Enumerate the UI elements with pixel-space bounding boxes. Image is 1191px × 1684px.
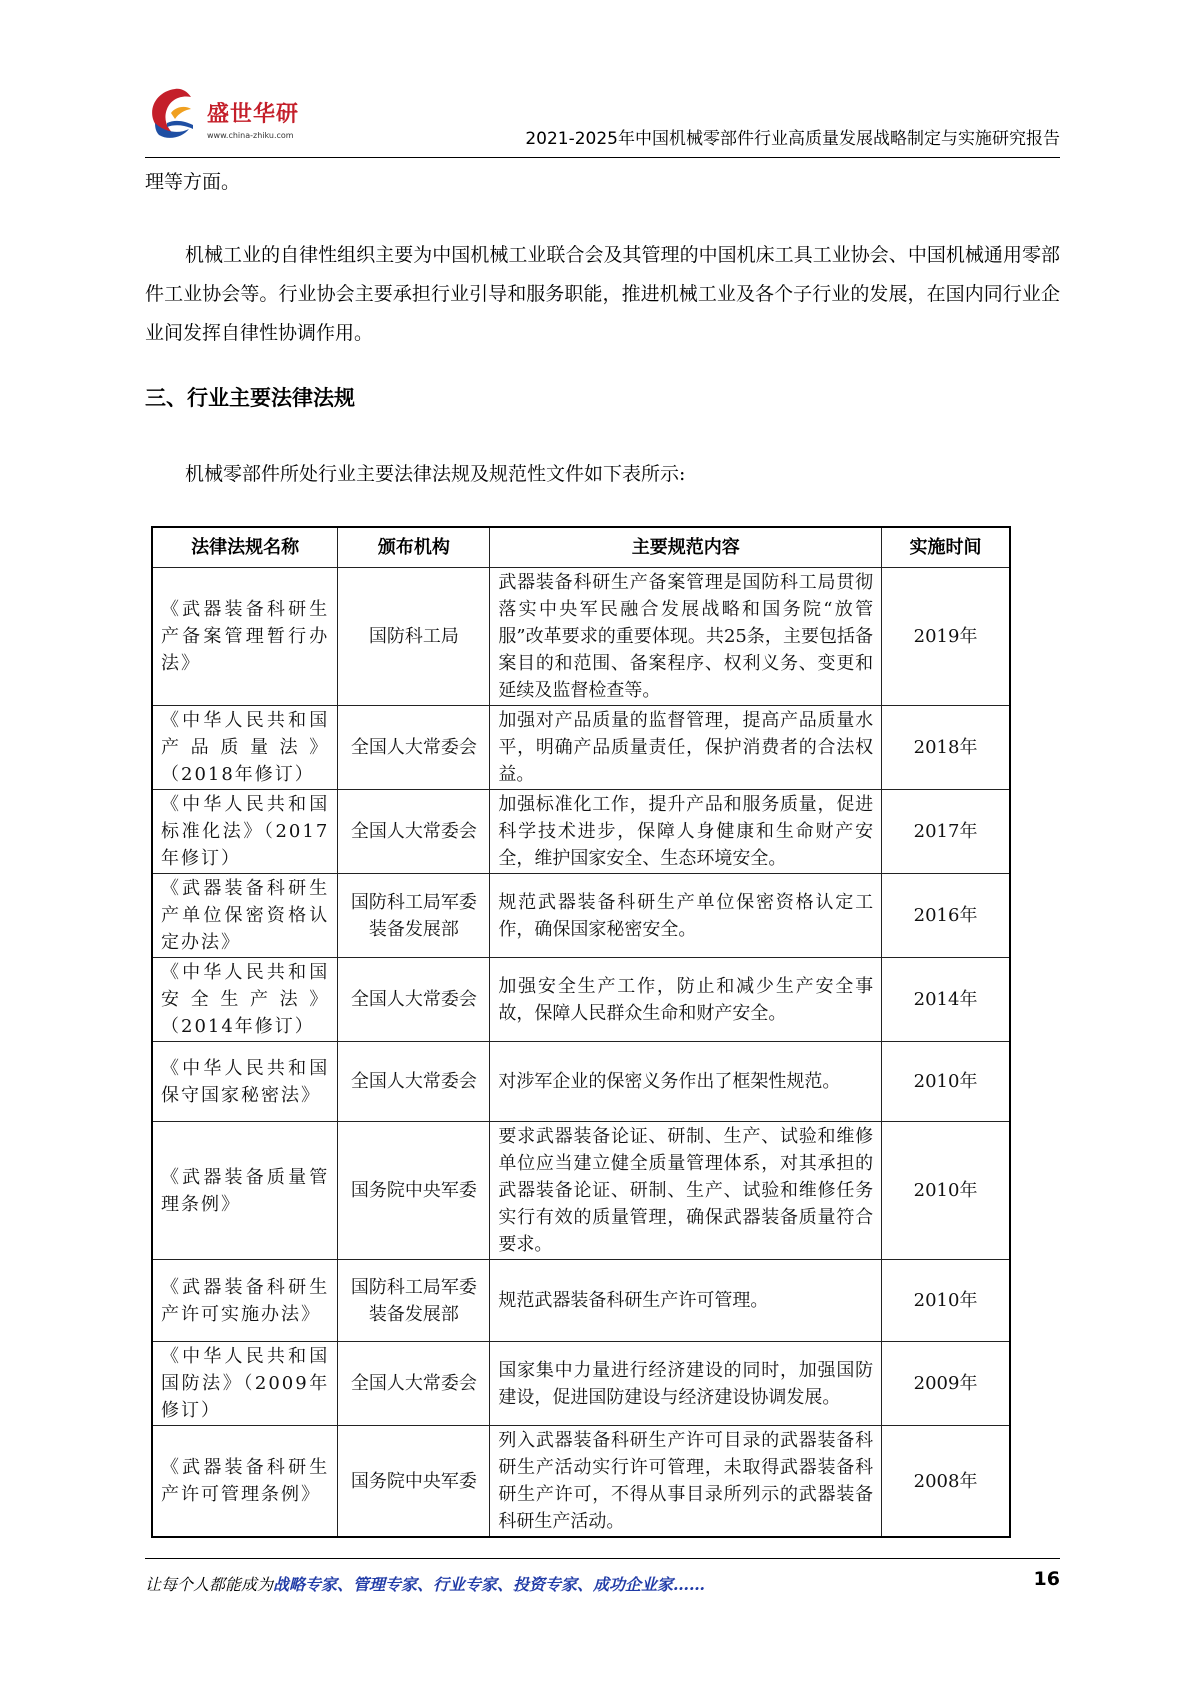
table-row [152,706,1010,790]
table-row [152,874,1010,958]
logo-url: www.china-zhiku.com [207,131,294,140]
law-name: 《中华人民共和国安全生产法》（2014年修订） [152,958,338,1042]
law-name: 《中华人民共和国国防法》（2009年修订） [152,1342,338,1426]
page-header [145,80,1060,160]
company-logo [145,83,315,153]
law-name: 《中华人民共和国保守国家秘密法》 [152,1042,338,1122]
table-row [152,1042,1010,1122]
table-header-row [152,527,1010,568]
effective-year: 2018年 [882,706,1010,790]
table-row [152,568,1010,706]
section-heading: 三、行业主要法律法规 [145,386,355,410]
slogan-prefix: 让每个人都能成为 [145,1575,274,1594]
issuer: 全国人大常委会 [338,706,490,790]
effective-year: 2016年 [882,874,1010,958]
law-content: 国家集中力量进行经济建设的同时，加强国防建设，促进国防建设与经济建设协调发展。 [490,1342,882,1426]
issuer: 国防科工局军委装备发展部 [338,1260,490,1342]
issuer: 全国人大常委会 [338,958,490,1042]
effective-year: 2010年 [882,1042,1010,1122]
col-header-content: 主要规范内容 [490,527,882,568]
effective-year: 2019年 [882,568,1010,706]
table-row [152,1122,1010,1260]
law-name: 《武器装备科研生产许可实施办法》 [152,1260,338,1342]
law-content: 对涉军企业的保密义务作出了框架性规范。 [490,1042,882,1122]
law-content: 规范武器装备科研生产许可管理。 [490,1260,882,1342]
law-content: 加强安全生产工作，防止和减少生产安全事故，保障人民群众生命和财产安全。 [490,958,882,1042]
law-name: 《中华人民共和国标准化法》（2017年修订） [152,790,338,874]
slogan-highlight: 战略专家、管理专家、行业专家、投资专家、成功企业家…… [273,1575,706,1594]
col-header-law-name: 法律法规名称 [152,527,338,568]
law-content: 加强标准化工作，提升产品和服务质量，促进科学技术进步，保障人身健康和生命财产安全，维护国家安全、生态环境安全。 [490,790,882,874]
effective-year: 2010年 [882,1260,1010,1342]
effective-year: 2008年 [882,1426,1010,1538]
law-name: 《武器装备质量管理条例》 [152,1122,338,1260]
law-name: 《中华人民共和国产品质量法》（2018年修订） [152,706,338,790]
report-title: 2021-2025年中国机械零部件行业高质量发展战略制定与实施研究报告 [525,129,1060,149]
issuer: 全国人大常委会 [338,1342,490,1426]
issuer: 全国人大常委会 [338,790,490,874]
law-content: 规范武器装备科研生产单位保密资格认定工作，确保国家秘密安全。 [490,874,882,958]
law-content: 武器装备科研生产备案管理是国防科工局贯彻落实中央军民融合发展战略和国务院“放管服”改革要求的重要体现。共25条，主要包括备案目的和范围、备案程序、权利义务、变更和延续及监督检查等。 [490,568,882,706]
law-name: 《武器装备科研生产单位保密资格认定办法》 [152,874,338,958]
law-name: 《武器装备科研生产备案管理暂行办法》 [152,568,338,706]
paragraph-industry-associations: 机械工业的自律性组织主要为中国机械工业联合会及其管理的中国机床工具工业协会、中国机械通用零部件工业协会等。行业协会主要承担行业引导和服务职能，推进机械工业及各个子行业的发展，在国内同行业企业间发挥自律性协调作用。 [145,244,1060,344]
table-row [152,1342,1010,1426]
paragraph-table-intro: 机械零部件所处行业主要法律法规及规范性文件如下表所示: [185,463,686,485]
table-row [152,790,1010,874]
effective-year: 2014年 [882,958,1010,1042]
laws-table [151,526,1011,1538]
issuer: 全国人大常委会 [338,1042,490,1122]
law-name: 《武器装备科研生产许可管理条例》 [152,1426,338,1538]
col-header-effective-date: 实施时间 [882,527,1010,568]
issuer: 国防科工局军委装备发展部 [338,874,490,958]
logo-text: 盛世华研 [207,102,300,127]
issuer: 国防科工局 [338,568,490,706]
table-row [152,1260,1010,1342]
issuer: 国务院中央军委 [338,1426,490,1538]
law-content: 要求武器装备论证、研制、生产、试验和维修单位应当建立健全质量管理体系，对其承担的武器装备论证、研制、生产、试验和维修任务实行有效的质量管理，确保武器装备质量符合要求。 [490,1122,882,1260]
footer-divider [145,1558,1060,1559]
header-divider [145,157,1060,158]
table-row [152,1426,1010,1538]
col-header-issuer: 颁布机构 [338,527,490,568]
issuer: 国务院中央军委 [338,1122,490,1260]
table-row [152,958,1010,1042]
effective-year: 2009年 [882,1342,1010,1426]
footer-slogan [145,1572,705,1595]
law-content: 列入武器装备科研生产许可目录的武器装备科研生产活动实行许可管理，未取得武器装备科研生产许可，不得从事目录所列示的武器装备科研生产活动。 [490,1426,882,1538]
effective-year: 2010年 [882,1122,1010,1260]
logo-mark-icon [145,83,205,145]
effective-year: 2017年 [882,790,1010,874]
paragraph-continuation: 理等方面。 [145,171,241,193]
law-content: 加强对产品质量的监督管理，提高产品质量水平，明确产品质量责任，保护消费者的合法权益。 [490,706,882,790]
page-number: 16 [1033,1568,1060,1590]
